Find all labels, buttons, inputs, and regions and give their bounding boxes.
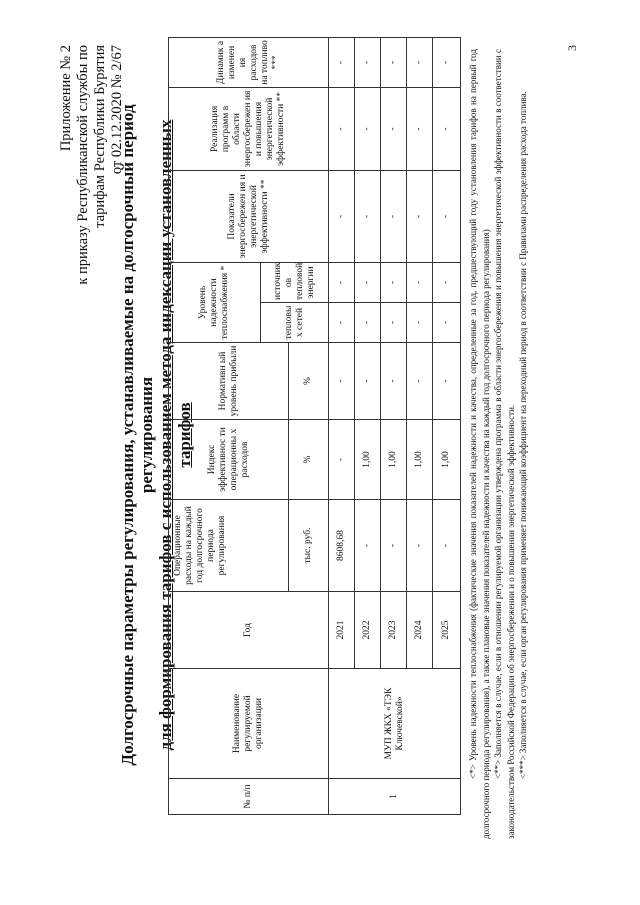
cell-opex: - bbox=[433, 500, 461, 592]
header-year: Год bbox=[169, 592, 329, 669]
header-opex: Операционные расходы на каждый год долгосрочного периода регулирования bbox=[169, 500, 289, 592]
cell-src: - bbox=[355, 262, 381, 302]
cell-opex: - bbox=[355, 500, 381, 592]
cell-src: - bbox=[329, 262, 355, 302]
cell-prog: - bbox=[381, 87, 407, 170]
header-num: № п/п bbox=[169, 779, 329, 815]
page-number: 3 bbox=[565, 45, 579, 51]
cell-src: - bbox=[433, 262, 461, 302]
appendix-line: Приложение № 2 bbox=[58, 45, 74, 152]
title-line-1: Долгосрочные параметры регулирования, устанавливаемые на долгосрочный период регулирования bbox=[118, 104, 156, 766]
cell-energy: - bbox=[407, 170, 433, 262]
unit-profit: % bbox=[289, 343, 329, 420]
unit-opex: тыс. руб. bbox=[289, 500, 329, 592]
cell-eff: 1,00 bbox=[433, 420, 461, 500]
cell-eff: 1,00 bbox=[355, 420, 381, 500]
cell-opex: - bbox=[381, 500, 407, 592]
header-programs: Реализация программ в области энергосбережен ия и повышения энергетической эффективности ** bbox=[169, 87, 329, 170]
footnote-2: <**> Заполняется в случае, если в отношении регулируемой организации утверждена программа в области энергосбережения и повышения энергетической эффективности в соответствии с законодательством Российской Федерации об энергосбережении и о повышении энергетической эффективности. bbox=[493, 49, 516, 839]
header-org: Наименование регулируемой организации bbox=[169, 669, 329, 779]
cell-opex: - bbox=[407, 500, 433, 592]
cell-profit: - bbox=[433, 343, 461, 420]
appendix-line: к приказу Республиканской службы по bbox=[75, 45, 91, 285]
parameters-table bbox=[168, 37, 461, 815]
cell-energy: - bbox=[381, 170, 407, 262]
cell-energy: - bbox=[355, 170, 381, 262]
appendix-line: тарифам Республики Бурятия bbox=[92, 45, 108, 228]
header-profit: Нормативн ый уровень прибыли bbox=[169, 343, 289, 420]
cell-profit: - bbox=[355, 343, 381, 420]
cell-prog: - bbox=[407, 87, 433, 170]
cell-net: - bbox=[433, 303, 461, 343]
footnotes bbox=[467, 49, 530, 839]
unit-efficiency: % bbox=[289, 420, 329, 500]
cell-dyn: - bbox=[407, 37, 433, 87]
cell-opex: 8608,68 bbox=[329, 500, 355, 592]
cell-src: - bbox=[381, 262, 407, 302]
cell-dyn: - bbox=[329, 37, 355, 87]
subheader-networks: тепловы х сетей bbox=[261, 303, 329, 343]
cell-src: - bbox=[407, 262, 433, 302]
header-energy: Показатели энергосбережен ия и энергетической эффективности ** bbox=[169, 170, 329, 262]
cell-year: 2023 bbox=[381, 592, 407, 669]
cell-year: 2022 bbox=[355, 592, 381, 669]
cell-energy: - bbox=[433, 170, 461, 262]
footnote-1: <*> Уровень надежности теплоснабжения (фактические значения показателей надежности и качества, определенные за год, предшествующий году установления тарифов на первый год долгосрочного периода регулирования), а также плановые значения показателей надежности и качества на каждый год долгосрочного периода регулирования) bbox=[468, 49, 491, 839]
cell-dyn: - bbox=[433, 37, 461, 87]
header-dynamics: Динамик а изменен ия расходов на топливо *** bbox=[169, 37, 329, 87]
cell-net: - bbox=[407, 303, 433, 343]
header-efficiency: Индекс эффективнос ти операционны х расходов bbox=[169, 420, 289, 500]
cell-dyn: - bbox=[381, 37, 407, 87]
cell-net: - bbox=[329, 303, 355, 343]
cell-profit: - bbox=[329, 343, 355, 420]
cell-profit: - bbox=[381, 343, 407, 420]
cell-eff: 1,00 bbox=[407, 420, 433, 500]
cell-prog: - bbox=[355, 87, 381, 170]
cell-year: 2024 bbox=[407, 592, 433, 669]
header-reliability: Уровень надежности теплоснабжения * bbox=[169, 262, 261, 342]
cell-dyn: - bbox=[355, 37, 381, 87]
subheader-sources: источник ов тепловой энергии bbox=[261, 262, 329, 302]
cell-eff: - bbox=[329, 420, 355, 500]
footnote-3: <***> Заполняется в случае, если орган регулирования применяет понижающий коэффициент на переходный период в соответствии с Правилами распределения расхода топлива. bbox=[518, 91, 528, 779]
cell-net: - bbox=[381, 303, 407, 343]
table-row bbox=[329, 37, 355, 814]
title-line-2: для формирования тарифов с использованием метода индексации установленных тарифов bbox=[156, 119, 194, 751]
cell-eff: 1,00 bbox=[381, 420, 407, 500]
row-org: МУП ЖКХ «ТЭК Ключевской» bbox=[329, 669, 461, 779]
appendix-line: от 02.12.2020 № 2/67 bbox=[109, 45, 125, 175]
appendix-header bbox=[58, 45, 126, 335]
cell-prog: - bbox=[433, 87, 461, 170]
cell-year: 2025 bbox=[433, 592, 461, 669]
cell-year: 2021 bbox=[329, 592, 355, 669]
row-num: 1 bbox=[329, 779, 461, 815]
cell-net: - bbox=[355, 303, 381, 343]
cell-energy: - bbox=[329, 170, 355, 262]
cell-profit: - bbox=[407, 343, 433, 420]
cell-prog: - bbox=[329, 87, 355, 170]
